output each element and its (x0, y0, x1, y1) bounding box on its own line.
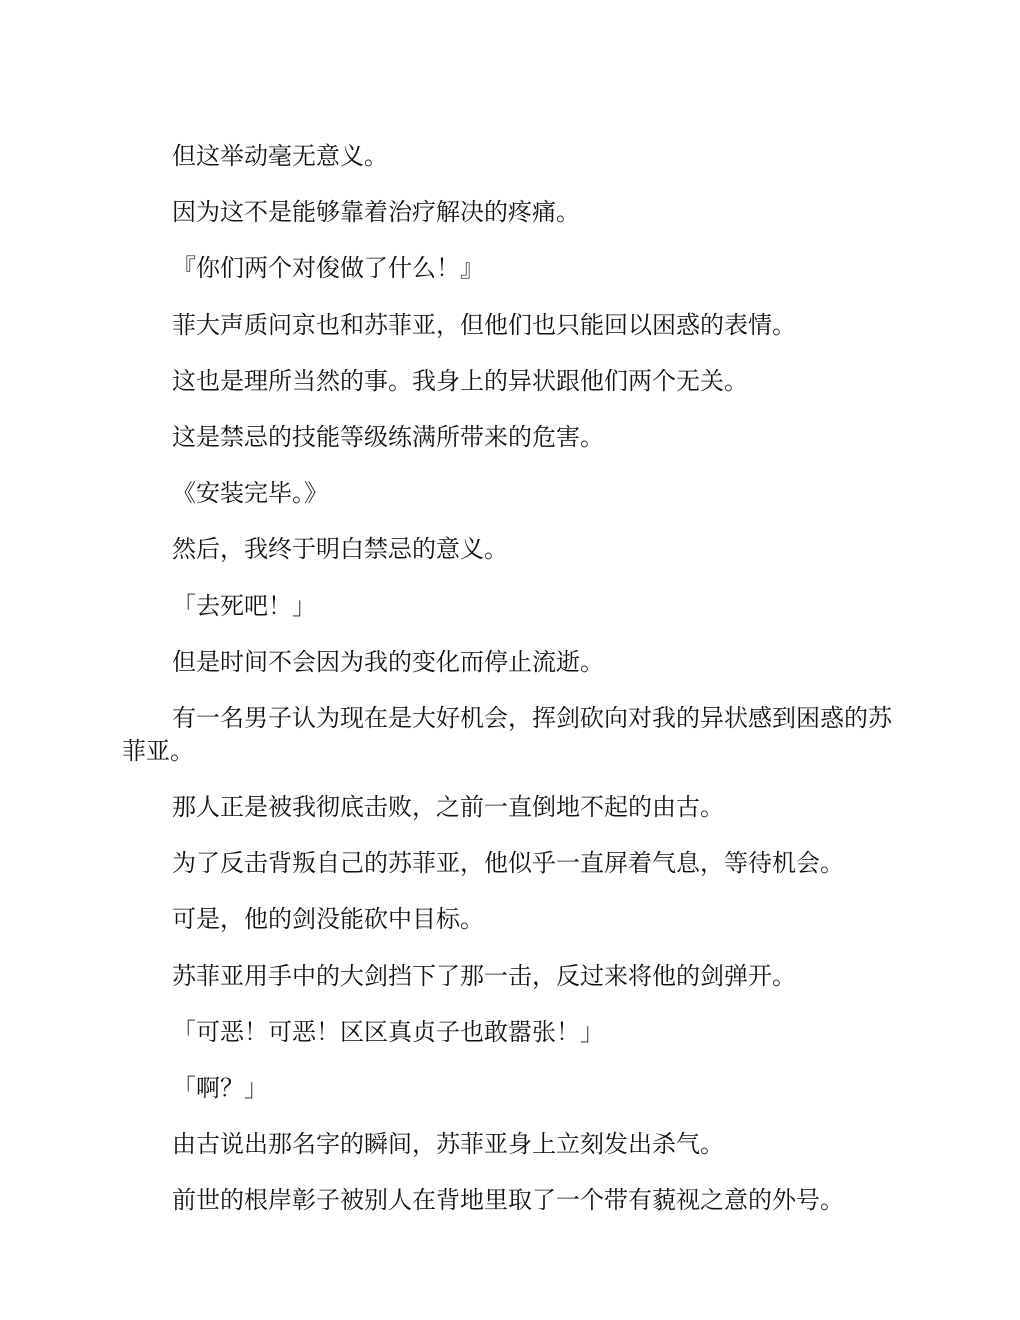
paragraph: 这是禁忌的技能等级练满所带来的危害。 (172, 422, 604, 451)
paragraph: 有一名男子认为现在是大好机会，挥剑砍向对我的异状感到困惑的苏菲亚。 (122, 703, 892, 765)
paragraph: 前世的根岸彰子被别人在背地里取了一个带有藐视之意的外号。 (172, 1186, 844, 1215)
paragraph: 「去死吧！」 (172, 591, 316, 620)
paragraph: 为了反击背叛自己的苏菲亚，他似乎一直屏着气息，等待机会。 (172, 849, 844, 878)
paragraph: 因为这不是能够靠着治疗解决的疼痛。 (172, 198, 580, 227)
paragraph: 可是，他的剑没能砍中目标。 (172, 905, 484, 934)
text-body (122, 140, 902, 1241)
paragraph: 「啊？」 (172, 1074, 268, 1102)
paragraph: 「可恶！可恶！区区真贞子也敢嚣张！」 (172, 1017, 604, 1046)
paragraph: 那人正是被我彻底击败，之前一直倒地不起的由古。 (172, 793, 724, 822)
paragraph: 菲大声质问京也和苏菲亚，但他们也只能回以困惑的表情。 (172, 310, 796, 339)
paragraph: 苏菲亚用手中的大剑挡下了那一击，反过来将他的剑弹开。 (172, 961, 796, 990)
paragraph: 这也是理所当然的事。我身上的异状跟他们两个无关。 (172, 366, 748, 395)
paragraph: 但是时间不会因为我的变化而停止流逝。 (172, 647, 604, 676)
paragraph: 然后，我终于明白禁忌的意义。 (172, 535, 508, 564)
paragraph: 由古说出那名字的瞬间，苏菲亚身上立刻发出杀气。 (172, 1130, 724, 1159)
paragraph: 『你们两个对俊做了什么！』 (172, 254, 484, 283)
paragraph: 但这举动毫无意义。 (172, 142, 388, 170)
paragraph: 《安装完毕。》 (172, 479, 328, 508)
